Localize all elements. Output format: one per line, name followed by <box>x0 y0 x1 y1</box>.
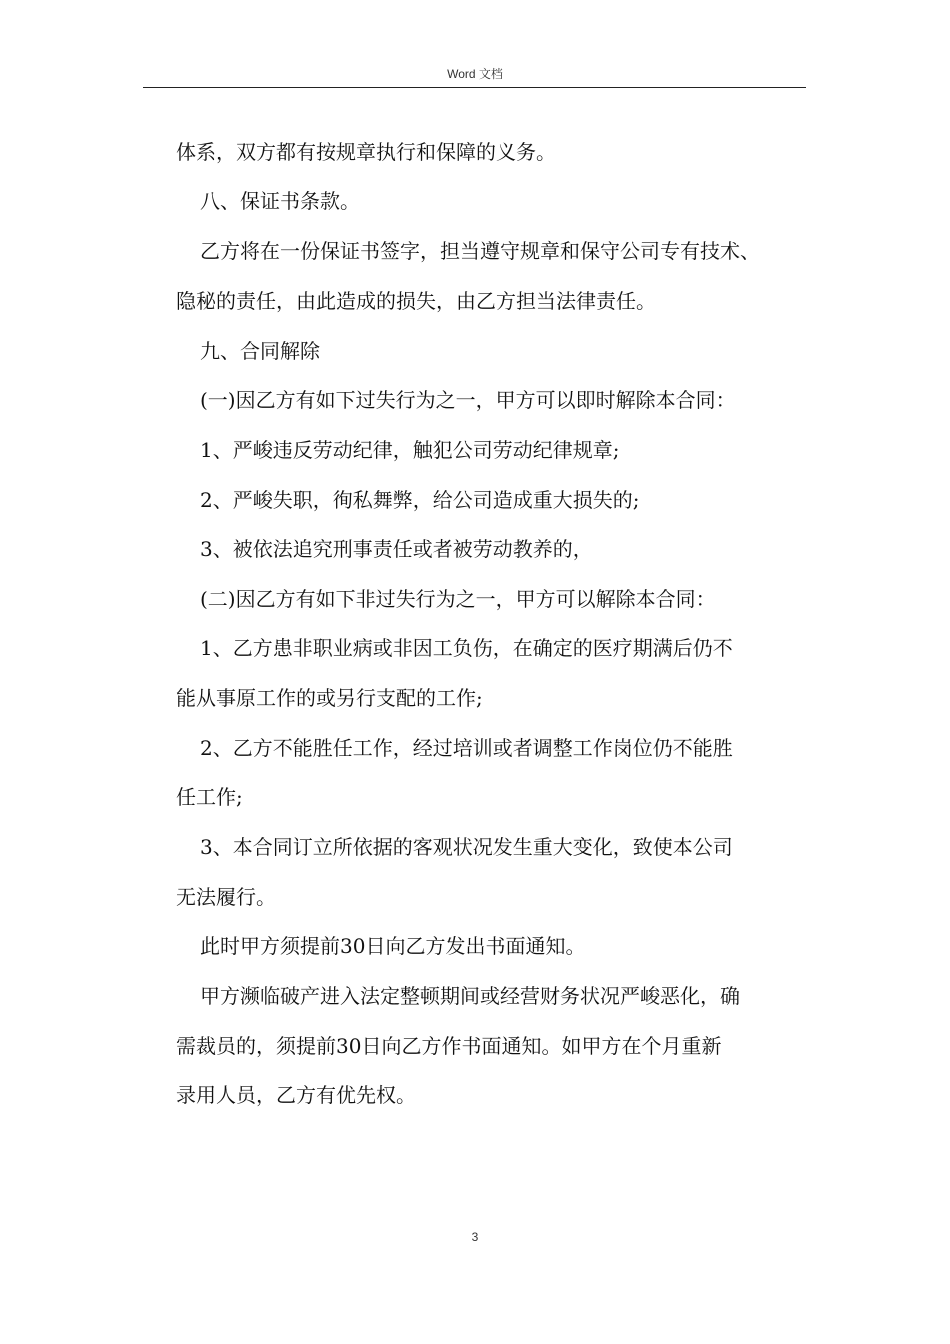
body-line: 体系，双方都有按规章执行和保障的义务。 <box>176 140 556 164</box>
list-item: 3、被依法追究刑事责任或者被劳动教养的， <box>200 537 593 561</box>
list-item-continuation: 任工作; <box>176 785 243 809</box>
body-line: 需裁员的，须提前30日向乙方作书面通知。如甲方在个月重新 <box>176 1034 722 1058</box>
body-line: (二)因乙方有如下非过失行为之一，甲方可以解除本合同： <box>200 587 716 611</box>
body-line: 甲方濒临破产进入法定整顿期间或经营财务状况严峻恶化，确 <box>200 984 740 1008</box>
list-item: 2、严峻失职，徇私舞弊，给公司造成重大损失的; <box>200 488 640 512</box>
body-line: 隐秘的责任，由此造成的损失，由乙方担当法律责任。 <box>176 289 656 313</box>
page-number: 3 <box>471 1230 479 1244</box>
header-divider <box>143 87 806 88</box>
list-item: 3、本合同订立所依据的客观状况发生重大变化，致使本公司 <box>200 835 733 859</box>
body-line: 乙方将在一份保证书签字，担当遵守规章和保守公司专有技术、 <box>200 239 760 263</box>
body-line: 此时甲方须提前30日向乙方发出书面通知。 <box>200 934 586 958</box>
body-line: (一)因乙方有如下过失行为之一，甲方可以即时解除本合同： <box>200 388 736 412</box>
section-heading: 九、合同解除 <box>200 339 320 363</box>
list-item: 2、乙方不能胜任工作，经过培训或者调整工作岗位仍不能胜 <box>200 736 733 760</box>
page-header-title: Word 文档 <box>447 67 503 81</box>
body-line: 录用人员，乙方有优先权。 <box>176 1083 416 1107</box>
list-item-continuation: 无法履行。 <box>176 885 276 909</box>
list-item-continuation: 能从事原工作的或另行支配的工作; <box>176 686 483 710</box>
section-heading: 八、保证书条款。 <box>200 189 360 213</box>
list-item: 1、乙方患非职业病或非因工负伤，在确定的医疗期满后仍不 <box>200 636 733 660</box>
list-item: 1、严峻违反劳动纪律，触犯公司劳动纪律规章; <box>200 438 620 462</box>
